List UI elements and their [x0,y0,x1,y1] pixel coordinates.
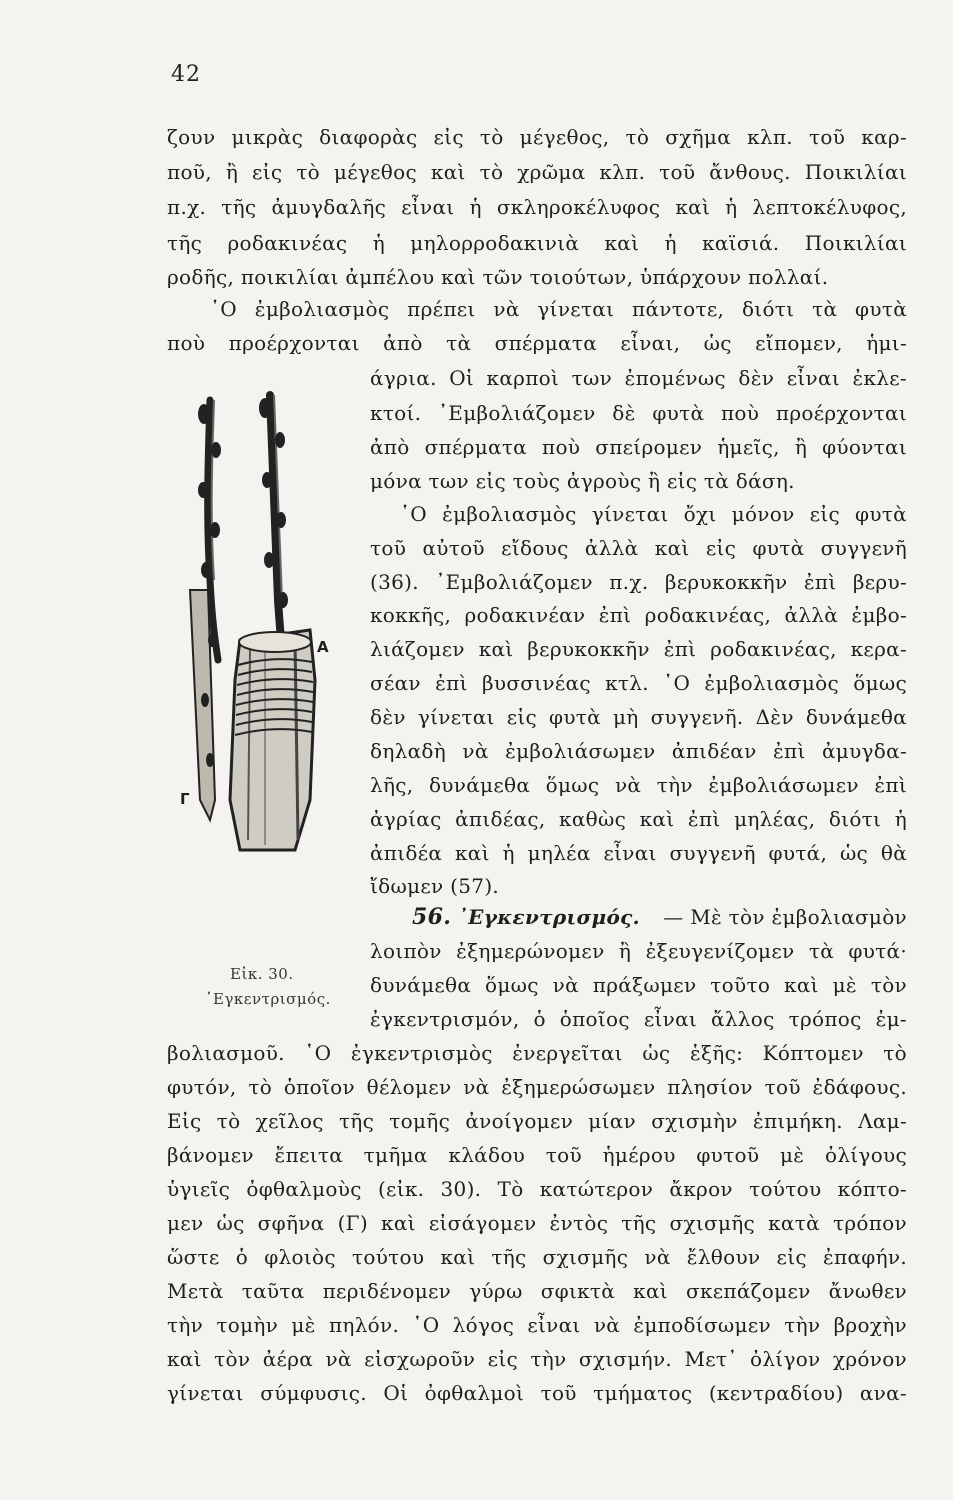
text-line: λῆς, δυνάμεθα ὅμως νὰ τὴν ἐμβολιάσωμεν ἐπὶ [370,773,907,797]
text-line: Εἰς τὸ χεῖλος τῆς τομῆς ἀνοίγομεν μίαν σχισμὴν ἐπιμήκη. Λαμ- [167,1109,907,1133]
text-line: σέαν ἐπὶ βυσσινέας κτλ. ῾Ο ἐμβολιασμὸς ὅμως [370,671,907,695]
grafting-figure [170,380,370,1008]
text-line: ἐγκεντρισμόν, ὁ ὁποῖος εἶναι ἄλλος τρόπος ἐμ- [370,1007,907,1031]
figure-caption-number: Εἰκ. 30. [230,965,294,983]
text-line: λοιπὸν ἐξημερώνομεν ἢ ἐξευγενίζομεν τὰ φυτά· [370,939,907,963]
text-line: κοκκῆς, ροδακινέαν ἐπὶ ροδακινέας, ἀλλὰ ἐμβο- [370,603,907,627]
text-line: δυνάμεθα ὅμως νὰ πράξωμεν τοῦτο καὶ μὲ τὸν [370,973,907,997]
section-line-text: — Μὲ τὸν ἐμβολιασμὸν [663,905,907,929]
section-title: ᾿Εγκεντρισμός. [457,905,640,929]
text-line: τὴν τομὴν μὲ πηλόν. ῾Ο λόγος εἶναι νὰ ἐμποδίσωμεν τὴν βροχὴν [167,1313,907,1337]
text-line: Μετὰ ταῦτα περιδένομεν γύρω σφικτὰ καὶ σκεπάζομεν ἄνωθεν [167,1279,907,1303]
section-heading-line [412,900,907,934]
text-line: (36). ᾿Εμβολιάζομεν π.χ. βερυκοκκῆν ἐπὶ βερυ- [370,570,907,594]
text-line: ῾Ο ἐμβολιασμὸς γίνεται ὄχι μόνον εἰς φυτὰ [400,502,907,526]
text-line: καὶ τὸν ἀέρα νὰ εἰσχωροῦν εἰς τὴν σχισμήν. Μετ᾿ ὀλίγον χρόνον [167,1347,907,1371]
text-line: άγρια. Οἱ καρποὶ των ἐπομένως δὲν εἶναι ἐκλε- [370,366,907,390]
text-line: κτοί. ᾿Εμβολιάζομεν δὲ φυτὰ ποὺ προέρχονται [370,401,907,425]
text-line: δηλαδὴ νὰ ἐμβολιάσωμεν ἀπιδέαν ἐπὶ ἀμυγδα- [370,739,907,763]
text-line: ζουν μικρὰς διαφορὰς εἰς τὸ μέγεθος, τὸ σχῆμα κλπ. τοῦ καρ- [167,125,907,149]
text-line: ποὺ προέρχονται ἀπὸ τὰ σπέρματα εἶναι, ὡς εἴπομεν, ἡμι- [167,331,907,355]
text-line: π.χ. τῆς ἀμυγδαλῆς εἶναι ἡ σκληροκέλυφος καὶ ἡ λεπτοκέλυφος, [167,195,907,219]
text-line: ῾Ο ἐμβολιασμὸς πρέπει νὰ γίνεται πάντοτε, διότι τὰ φυτὰ [210,297,907,321]
text-line: μεν ὡς σφῆνα (Γ) καὶ εἰσάγομεν ἐντὸς τῆς σχισμῆς κατὰ τρόπον [167,1211,907,1235]
text-line: ροδῆς, ποικιλίαι ἀμπέλου καὶ τῶν τοιούτων, ὑπάρχουν πολλαί. [167,265,829,289]
page-number: 42 [171,62,201,87]
text-line: ὥστε ὁ φλοιὸς τούτου καὶ τῆς σχισμῆς νὰ ἔλθουν εἰς ἐπαφήν. [167,1245,907,1269]
figure-label-a: A [317,638,329,656]
text-line: ἀπιδέα καὶ ἡ μηλέα εἶναι συγγενῆ φυτά, ὡς θὰ [370,841,907,865]
text-line: ἀγρίας ἀπιδέας, καθὼς καὶ ἐπὶ μηλέας, διότι ἡ [370,807,907,831]
text-line: ὑγιεῖς ὀφθαλμοὺς (εἰκ. 30). Τὸ κατώτερον ἄκρον τούτου κόπτο- [167,1177,907,1201]
text-line: γίνεται σύμφυσις. Οἱ ὀφθαλμοὶ τοῦ τμήματος (κεντραδίου) ανα- [167,1381,907,1405]
text-line: δὲν γίνεται εἰς φυτὰ μὴ συγγενῆ. Δὲν δυνάμεθα [370,705,907,729]
text-line: ποῦ, ἢ εἰς τὸ μέγεθος καὶ τὸ χρῶμα κλπ. τοῦ ἄνθους. Ποικιλίαι [167,160,907,184]
section-heading [412,900,640,934]
text-line: βολιασμοῦ. ῾Ο ἐγκεντρισμὸς ἐνεργεῖται ὡς ἑξῆς: Κόπτομεν τὸ [167,1041,907,1065]
grafting-illustration [170,380,370,880]
text-line: ἴδωμεν (57). [370,874,500,898]
text-line: ἀπὸ σπέρματα ποὺ σπείρομεν ἡμεῖς, ἢ φύονται [370,435,907,459]
figure-caption-title: ᾿Εγκεντρισμός. [205,990,331,1008]
text-line: τοῦ αὐτοῦ εἴδους ἀλλὰ καὶ εἰς φυτὰ συγγενῆ [370,536,907,560]
text-line: μόνα των εἰς τοὺς ἀγροὺς ἢ εἰς τὰ δάση. [370,469,795,493]
text-line: φυτόν, τὸ ὁποῖον θέλομεν νὰ ἐξημερώσωμεν πλησίον τοῦ ἐδάφους. [167,1075,907,1099]
text-line: βάνομεν ἔπειτα τμῆμα κλάδου τοῦ ἡμέρου φυτοῦ μὲ ὀλίγους [167,1143,907,1167]
section-number: 56. [412,904,452,930]
text-line: λιάζομεν καὶ βερυκοκκῆν ἐπὶ ροδακινέας, κερα- [370,637,907,661]
text-line: τῆς ροδακινέας ἡ μηλορροδακινιὰ καὶ ἡ καϊσιά. Ποικιλίαι [167,231,907,255]
figure-label-gamma: Γ [180,790,190,808]
